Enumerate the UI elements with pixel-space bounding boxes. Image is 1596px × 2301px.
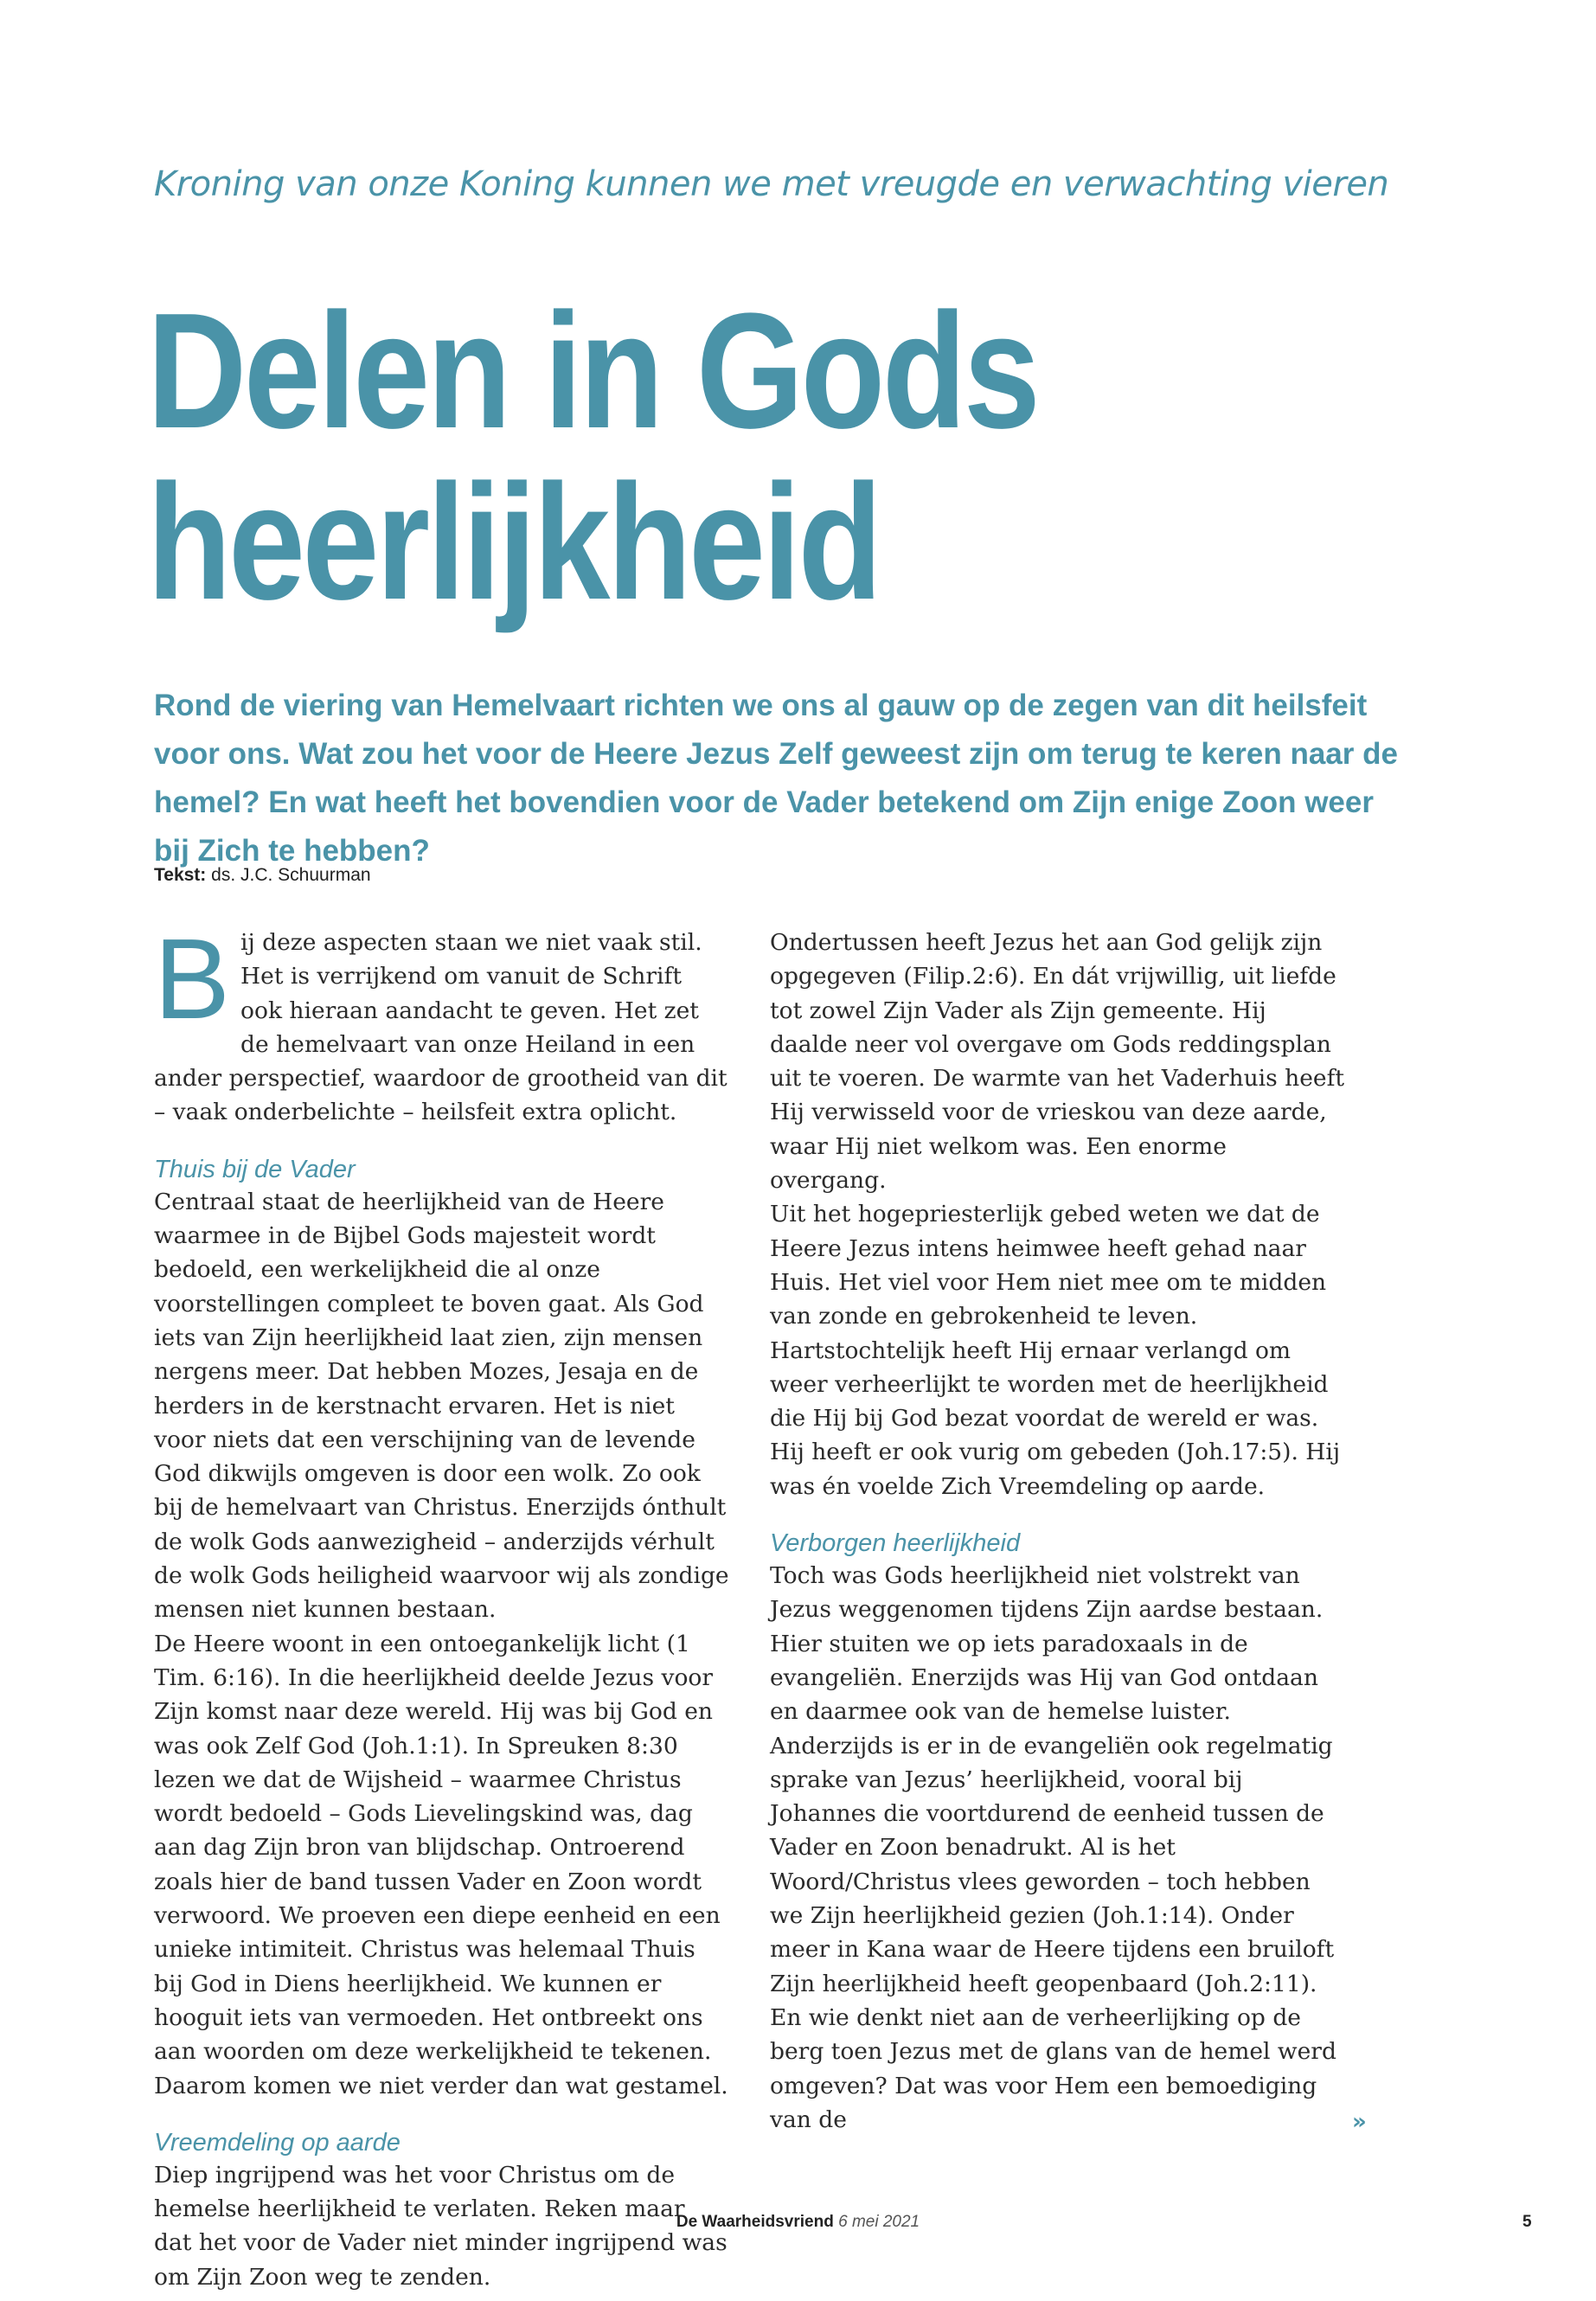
page-footer [0,2213,1596,2232]
drop-cap: B [154,915,231,1042]
paragraph: En wie denkt niet aan de verheerlijking op de berg toen Jezus met de glans van de hemel werd omgeven? Dat was voor Hem een bemoediging van de [770,2003,1336,2133]
publication-date: 6 mei 2021 [838,2213,920,2231]
paragraph-opening [154,915,729,1130]
article-intro: Rond de viering van Hemelvaart richten we ons al gauw op de zegen van dit heilsfeit voor ons. Wat zou het voor de Heere Jezus Zelf geweest zijn om terug te keren naar de hemel? En wat heeft het bovendien voor de Vader betekend om Zijn enige Zoon weer bij Zich te hebben? [154,689,1398,868]
column-left [154,915,729,2294]
article-title-line-2: heerlijkheid [147,451,880,634]
column-right [770,926,1345,2137]
author-credit [154,865,371,886]
article-kicker: Kroning van onze Koning kunnen we met vreugde en verwachting vieren [154,164,1389,204]
paragraph-opening-text: ij deze aspecten staan we niet vaak stil. Het is verrijkend om vanuit de Schrift ook hieraan aandacht te geven. Het zet de hemelvaart van onze Heiland in een ander perspectief, waardoor de grootheid van dit – vaak onderbelichte – heilsfeit extra oplicht. [154,929,727,1126]
paragraph: Toch was Gods heerlijkheid niet volstrekt van Jezus weggenomen tijdens Zijn aardse bestaan. Hier stuiten we op iets paradoxaals in de evangeliën. Enerzijds was Hij van God ontdaan en daarmee ook van de hemelse luister. Anderzijds is er in de evangeliën ook regelmatig sprake van Jezus’ heerlijkheid, vooral bij Johannes die voortdurend de eenheid tussen de Vader en Zoon benadrukt. Al is het Woord/Christus vlees geworden – toch hebben we Zijn heerlijkheid gezien (Joh.1:14). Onder meer in Kana waar de Heere tijdens een bruiloft Zijn heerlijkheid heeft geopenbaard (Joh.2:11). [770,1562,1335,1997]
paragraph: Uit het hogepriesterlijk gebed weten we dat de Heere Jezus intens heimwee heeft gehad naar Huis. Het viel voor Hem niet mee om te midden van zonde en gebrokenheid te leven. Hartstochtelijk heeft Hij ernaar verlangd om weer verheerlijkt te worden met de heerlijkheid die Hij bij God bezat voordat de wereld er was. Hij heeft er ook vurig om gebeden (Joh.17:5). Hij was én voelde Zich Vreemdeling op aarde. [770,1201,1341,1500]
subheading-thuis-bij-de-vader: Thuis bij de Vader [154,1155,356,1183]
paragraph: Centraal staat de heerlijkheid van de Heere waarmee in de Bijbel Gods majesteit wordt bedoeld, een werkelijkheid die al onze voorstellingen compleet te boven gaat. Als God iets van Zijn heerlijkheid laat zien, zijn mensen nergens meer. Dat hebben Mozes, Jesaja en de herders in de kerstnacht ervaren. Het is niet voor niets dat een verschijning van de levende God dikwijls omgeven is door een wolk. Zo ook bij de hemelvaart van Christus. Enerzijds ónthult de wolk Gods aanwezigheid – anderzijds vérhult de wolk Gods heiligheid waarvoor wij als zondige mensen niet kunnen bestaan. [154,1188,729,1624]
credit-author: ds. J.C. Schuurman [211,865,371,885]
subheading-verborgen-heerlijkheid: Verborgen heerlijkheid [770,1529,1021,1558]
paragraph: De Heere woont in een ontoegankelijk licht (1 Tim. 6:16). In die heerlijkheid deelde Jezus voor Zijn komst naar deze wereld. Hij was bij God en was ook Zelf God (Joh.1:1). In Spreuken 8:30 lezen we dat de Wijsheid – waarmee Christus wordt bedoeld – Gods Lievelingskind was, dag aan dag Zijn bron van blijdschap. Ontroerend zoals hier de band tussen Vader en Zoon wordt verwoord. We proeven een diepe eenheid en een unieke intimiteit. Christus was helemaal Thuis bij God in Diens heerlijkheid. We kunnen er hooguit iets van vermoeden. Het ontbreekt ons aan woorden om deze werkelijkheid te tekenen. Daarom komen we niet verder dan wat gestamel. [154,1630,728,2099]
paragraph: Diep ingrijpend was het voor Christus om de hemelse heerlijkheid te verlaten. Reken maar dat het voor de Vader niet minder ingrijpend was om Zijn Zoon weg te zenden. [154,2161,727,2291]
continue-arrow-icon: » [1352,2109,1367,2135]
paragraph: Ondertussen heeft Jezus het aan God gelijk zijn opgegeven (Filip.2:6). En dát vrijwillig, uit liefde tot zowel Zijn Vader als Zijn gemeente. Hij daalde neer vol overgave om Gods reddingsplan uit te voeren. De warmte van het Vaderhuis heeft Hij verwisseld voor de vrieskou van deze aarde, waar Hij niet welkom was. Een enorme overgang. [770,929,1345,1195]
credit-label: Tekst: [154,865,207,885]
article-title [147,279,1310,634]
subheading-vreemdeling-op-aarde: Vreemdeling op aarde [154,2128,401,2157]
publication-name: De Waarheidsvriend [676,2213,834,2231]
article-title-line-1: Delen in Gods [147,279,1038,463]
page-number: 5 [1522,2213,1532,2231]
